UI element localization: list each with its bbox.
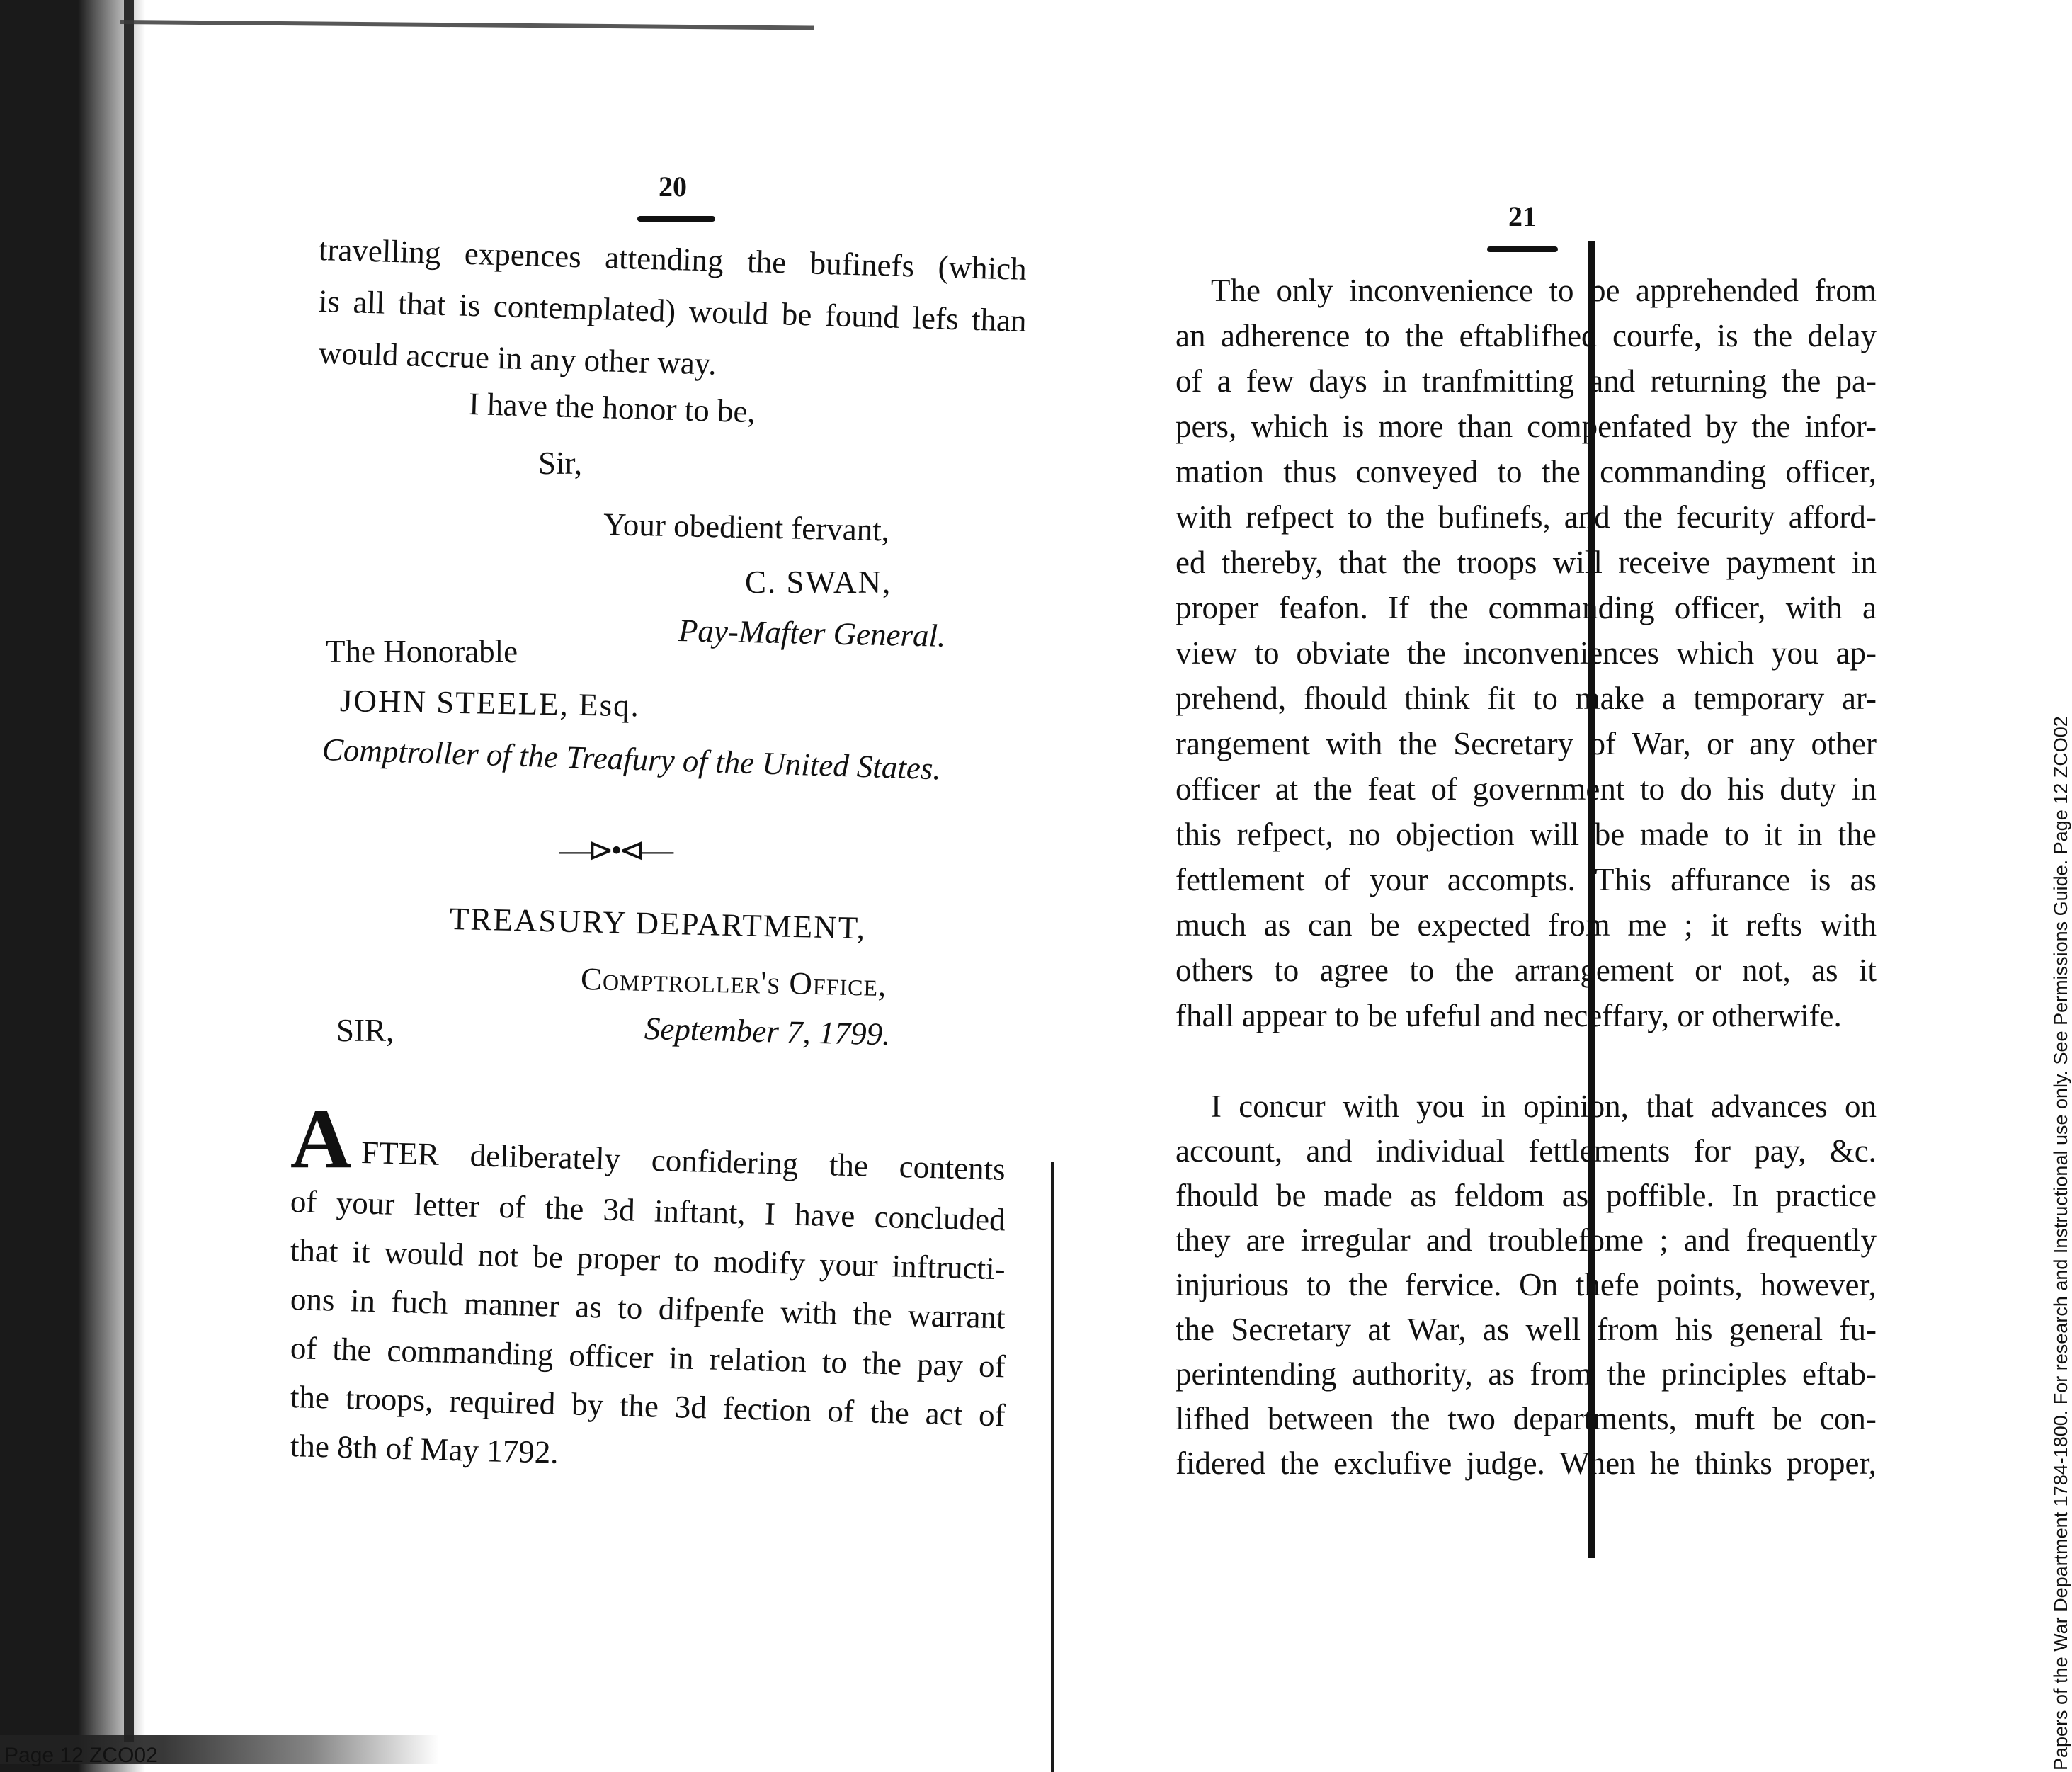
text-line: mation thus conveyed to the commanding officer,	[1176, 454, 1877, 489]
text-line: ed thereby, that the troops will receive payment in	[1176, 545, 1877, 580]
page-id-label: Page 12 ZCO02	[4, 1744, 158, 1767]
text-line: prehend, fhould think fit to make a temporary ar-	[1176, 681, 1877, 716]
right-page	[1168, 0, 1877, 1772]
text-line: of a few days in tranfmitting and returning the pa-	[1176, 363, 1877, 399]
valediction: Your obedient fervant,	[603, 506, 890, 548]
text-line: injurious to the fervice. On thefe points, however,	[1176, 1267, 1877, 1302]
text-line: would accrue in any other way.	[318, 335, 717, 382]
scan-binding-shadow	[124, 0, 134, 1742]
text-line: the 8th of May 1792.	[290, 1428, 559, 1470]
text-line: The only inconvenience to be apprehended from	[1211, 273, 1877, 308]
folio-rule-right	[1487, 246, 1558, 252]
text-line: an adherence to the eftablifhed courfe, is the delay	[1176, 318, 1877, 353]
closing-line: I have the honor to be,	[468, 386, 756, 430]
page-number-left: 20	[659, 171, 687, 203]
text-line: of your letter of the 3d inftant, I have concluded	[290, 1183, 1006, 1238]
left-page	[290, 0, 1028, 1772]
section-ornament: —⊳•⊲—	[559, 833, 671, 868]
text-line: perintending authority, as from the principles eftab-	[1176, 1356, 1877, 1392]
text-line: fidered the exclufive judge. When he thinks proper,	[1176, 1446, 1877, 1481]
salutation: Sir,	[538, 445, 582, 481]
salutation-sir: SIR,	[336, 1013, 394, 1048]
signer-name: C. SWAN,	[745, 564, 892, 600]
text-line: the Secretary at War, as well from his general fu-	[1176, 1312, 1877, 1347]
text-line: ons in fuch manner as to difpenfe with the warrant	[290, 1281, 1006, 1336]
text-line: much as can be expected from me ; it refts with	[1176, 907, 1877, 943]
text-line: lifhed between the two departments, muft be con-	[1176, 1401, 1877, 1436]
addressee-name: JOHN STEELE, Esq.	[339, 683, 641, 724]
section-heading: TREASURY DEPARTMENT,	[449, 901, 867, 946]
text-line: view to obviate the inconveniences which you ap-	[1176, 635, 1877, 671]
text-line: account, and individual fettlements for pay, &c.	[1176, 1133, 1877, 1169]
text-line: fhall appear to be ufeful and neceffary, or otherwife.	[1176, 998, 1842, 1033]
text-line: the troops, required by the 3d fection of the act of	[290, 1379, 1006, 1433]
text-line: fhould be made as feldom as poffible. In practice	[1176, 1178, 1877, 1213]
text-line: with refpect to the bufinefs, and the fecurity afford-	[1176, 499, 1877, 535]
drop-cap: A	[290, 1091, 352, 1186]
text-line: proper feafon. If the commanding officer, with a	[1176, 590, 1877, 625]
text-line: fettlement of your accompts. This affurance is as	[1176, 862, 1877, 897]
letter-date: September 7, 1799.	[644, 1011, 891, 1052]
signer-title: Pay-Mafter General.	[678, 613, 946, 654]
text-line: pers, which is more than compenfated by the infor-	[1176, 409, 1877, 444]
addressee-title: Comptroller of the Treafury of the United States.	[321, 732, 942, 787]
text-line: I concur with you in opinion, that advances on	[1211, 1089, 1877, 1124]
text-line: that it would not be proper to modify your inftructi-	[290, 1232, 1006, 1287]
office-line: Comptroller's Office,	[580, 961, 887, 1004]
page-number-right: 21	[1508, 200, 1537, 232]
text-line: FTER deliberately confidering the contents	[360, 1135, 1006, 1187]
text-line: this refpect, no objection will be made to it in the	[1176, 817, 1877, 852]
book-gutter	[1051, 1162, 1054, 1772]
permissions-text: Papers of the War Department 1784-1800. For research and Instructional use only. See Permissions Guide. Page 12 ZCO02	[2050, 716, 2071, 1771]
text-line: others to agree to the arrangement or not, as it	[1176, 953, 1877, 988]
text-line: they are irregular and troublefome ; and frequently	[1176, 1222, 1877, 1258]
text-line: officer at the feat of government to do his duty in	[1176, 771, 1877, 807]
text-line: rangement with the Secretary of War, or any other	[1176, 726, 1877, 761]
addressee-prefix: The Honorable	[326, 634, 518, 669]
text-line: travelling expences attending the bufinefs (which	[318, 232, 1028, 287]
text-line: of the commanding officer in relation to the pay of	[290, 1330, 1006, 1385]
text-line: is all that is contemplated) would be found lefs than	[318, 283, 1028, 339]
folio-rule-left	[637, 216, 715, 222]
